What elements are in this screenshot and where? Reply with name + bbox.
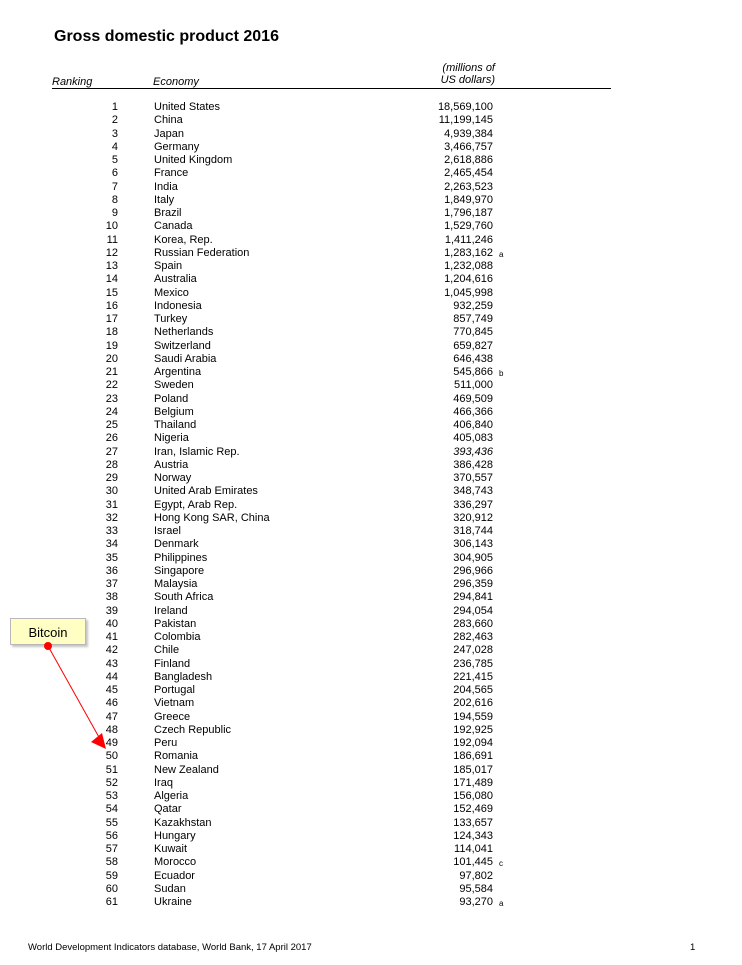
rank-cell: 1 <box>111 101 118 113</box>
rank-cell: 31 <box>105 498 118 511</box>
economy-cell: Israel <box>154 525 181 537</box>
gdp-value-cell: 194,559 <box>453 710 493 723</box>
rank-cell: 43 <box>105 657 118 670</box>
table-row <box>0 273 742 286</box>
economy-cell: Australia <box>154 273 197 286</box>
gdp-value-cell: 1,849,970 <box>444 193 493 206</box>
gdp-value-cell: 1,045,998 <box>444 286 493 299</box>
gdp-value-cell: 1,232,088 <box>444 260 493 272</box>
table-row <box>0 737 742 750</box>
economy-cell: United States <box>154 101 221 113</box>
bitcoin-sticky-note[interactable]: Bitcoin <box>10 618 86 645</box>
gdp-value-cell: 406,840 <box>453 419 493 431</box>
table-row <box>0 207 742 220</box>
rank-cell: 61 <box>105 896 118 908</box>
table-row <box>0 870 742 883</box>
economy-cell: Indonesia <box>154 299 202 312</box>
rank-cell: 24 <box>105 405 118 418</box>
rank-cell: 12 <box>105 246 118 259</box>
table-row <box>0 406 742 419</box>
gdp-value-cell: 192,925 <box>453 723 493 736</box>
economy-cell: Saudi Arabia <box>154 352 217 365</box>
rank-cell: 58 <box>105 856 118 869</box>
gdp-value-cell: 124,343 <box>453 829 493 842</box>
table-row <box>0 220 742 233</box>
economy-cell: Canada <box>154 220 193 233</box>
economy-cell: China <box>154 114 183 127</box>
column-header-economy: Economy <box>153 76 199 88</box>
rank-cell: 45 <box>105 684 118 696</box>
rank-cell: 16 <box>105 299 118 312</box>
economy-cell: Spain <box>154 260 183 272</box>
table-row <box>0 326 742 339</box>
economy-cell: Romania <box>154 750 199 763</box>
economy-cell: Colombia <box>154 631 201 643</box>
table-row <box>0 552 742 565</box>
table-row <box>0 446 742 459</box>
economy-cell: Hong Kong SAR, China <box>154 511 270 524</box>
table-row <box>0 260 742 273</box>
gdp-value-cell: 186,691 <box>453 750 493 763</box>
column-header-ranking: Ranking <box>52 76 93 88</box>
rank-cell: 42 <box>105 644 118 657</box>
units-line-2: US dollars) <box>440 74 495 86</box>
economy-cell: Singapore <box>154 564 205 577</box>
table-row <box>0 565 742 578</box>
table-row <box>0 472 742 485</box>
economy-cell: Denmark <box>154 538 199 551</box>
gdp-value-cell: 932,259 <box>453 299 493 312</box>
rank-cell: 48 <box>105 723 118 736</box>
rank-cell: 41 <box>105 631 118 643</box>
rank-cell: 13 <box>105 260 118 272</box>
economy-cell: Morocco <box>154 856 197 869</box>
economy-cell: Algeria <box>154 790 189 802</box>
table-row <box>0 114 742 127</box>
rank-cell: 28 <box>105 458 118 471</box>
economy-cell: Qatar <box>154 803 182 816</box>
rank-cell: 47 <box>105 710 118 723</box>
rank-cell: 22 <box>105 379 118 392</box>
footnote-marker: a <box>499 899 504 908</box>
economy-cell: Sudan <box>154 882 186 895</box>
gdp-value-cell: 348,743 <box>453 485 493 498</box>
table-row <box>0 181 742 194</box>
rank-cell: 32 <box>105 511 118 524</box>
economy-cell: Brazil <box>154 207 182 219</box>
gdp-value-cell: 646,438 <box>453 352 493 365</box>
economy-cell: Greece <box>154 710 191 723</box>
table-row <box>0 353 742 366</box>
gdp-value-cell: 320,912 <box>453 511 493 524</box>
gdp-value-cell: 1,411,246 <box>444 233 493 246</box>
rank-cell: 44 <box>105 670 118 683</box>
rank-cell: 34 <box>105 538 118 551</box>
table-row <box>0 618 742 631</box>
table-row <box>0 644 742 657</box>
rank-cell: 9 <box>111 207 118 219</box>
economy-cell: Kazakhstan <box>154 816 212 829</box>
economy-cell: Thailand <box>154 419 197 431</box>
table-row <box>0 631 742 644</box>
table-row <box>0 154 742 167</box>
economy-cell: Iran, Islamic Rep. <box>154 445 240 458</box>
rank-cell: 20 <box>105 352 118 365</box>
table-row <box>0 525 742 538</box>
gdp-value-cell: 2,465,454 <box>444 167 493 180</box>
economy-cell: Ecuador <box>154 869 195 882</box>
gdp-value-cell: 283,660 <box>453 617 493 630</box>
rank-cell: 54 <box>105 803 118 816</box>
economy-cell: Iraq <box>154 776 173 789</box>
gdp-value-cell: 386,428 <box>453 458 493 471</box>
gdp-table <box>0 101 742 909</box>
gdp-value-cell: 204,565 <box>453 684 493 696</box>
economy-cell: Czech Republic <box>154 723 232 736</box>
gdp-value-cell: 296,966 <box>453 564 493 577</box>
gdp-value-cell: 306,143 <box>453 538 493 551</box>
footnote-marker: a <box>499 249 504 259</box>
table-row <box>0 750 742 763</box>
rank-cell: 36 <box>105 564 118 577</box>
footnote-marker: b <box>499 369 504 378</box>
table-row <box>0 128 742 141</box>
table-row <box>0 578 742 591</box>
gdp-value-cell: 93,270 <box>459 896 493 908</box>
table-row <box>0 234 742 247</box>
gdp-value-cell: 318,744 <box>453 525 493 537</box>
economy-cell: France <box>154 167 189 180</box>
table-row <box>0 671 742 684</box>
economy-cell: Norway <box>154 472 192 484</box>
rank-cell: 21 <box>105 366 118 378</box>
table-row <box>0 194 742 207</box>
rank-cell: 3 <box>111 127 118 140</box>
gdp-value-cell: 1,204,616 <box>444 273 493 286</box>
rank-cell: 26 <box>105 432 118 445</box>
rank-cell: 53 <box>105 790 118 802</box>
gdp-value-cell: 304,905 <box>453 551 493 564</box>
gdp-value-cell: 156,080 <box>453 790 493 802</box>
gdp-value-cell: 294,054 <box>453 604 493 617</box>
economy-cell: Turkey <box>154 313 188 325</box>
table-row <box>0 512 742 525</box>
units-line-1: (millions of <box>442 62 495 74</box>
table-row <box>0 459 742 472</box>
table-row <box>0 300 742 313</box>
footnote-marker: c <box>499 859 503 869</box>
economy-cell: Vietnam <box>154 697 195 710</box>
economy-cell: Korea, Rep. <box>154 233 213 246</box>
rank-cell: 56 <box>105 829 118 842</box>
table-row <box>0 724 742 737</box>
gdp-value-cell: 336,297 <box>453 498 493 511</box>
gdp-value-cell: 466,366 <box>453 405 493 418</box>
rank-cell: 50 <box>105 750 118 763</box>
table-row <box>0 764 742 777</box>
table-row <box>0 538 742 551</box>
rank-cell: 15 <box>105 286 118 299</box>
economy-cell: Philippines <box>154 551 208 564</box>
table-row <box>0 711 742 724</box>
rank-cell: 40 <box>105 617 118 630</box>
gdp-value-cell: 185,017 <box>453 763 493 776</box>
rank-cell: 23 <box>105 392 118 405</box>
rank-cell: 10 <box>105 220 118 233</box>
table-row <box>0 658 742 671</box>
gdp-value-cell: 545,866 <box>453 366 493 378</box>
economy-cell: Nigeria <box>154 432 189 445</box>
table-row <box>0 432 742 445</box>
rank-cell: 25 <box>105 419 118 431</box>
table-row <box>0 830 742 843</box>
rank-cell: 60 <box>105 882 118 895</box>
rank-cell: 5 <box>111 154 118 166</box>
economy-cell: South Africa <box>154 591 214 604</box>
gdp-value-cell: 511,000 <box>454 379 493 392</box>
table-row <box>0 393 742 406</box>
gdp-value-cell: 97,802 <box>459 869 493 882</box>
rank-cell: 30 <box>105 485 118 498</box>
gdp-value-cell: 1,796,187 <box>444 207 493 219</box>
gdp-value-cell: 114,041 <box>454 843 493 855</box>
table-row <box>0 777 742 790</box>
table-row <box>0 313 742 326</box>
economy-cell: Italy <box>154 193 175 206</box>
gdp-value-cell: 770,845 <box>453 326 493 339</box>
rank-cell: 38 <box>105 591 118 604</box>
page-number: 1 <box>690 942 696 953</box>
gdp-value-cell: 95,584 <box>459 882 493 895</box>
page-title: Gross domestic product 2016 <box>54 28 279 45</box>
rank-cell: 4 <box>111 140 118 153</box>
economy-cell: Germany <box>154 140 200 153</box>
economy-cell: Mexico <box>154 286 189 299</box>
rank-cell: 19 <box>105 339 118 352</box>
rank-cell: 6 <box>111 167 118 180</box>
economy-cell: Sweden <box>154 379 194 392</box>
gdp-value-cell: 294,841 <box>453 591 493 604</box>
table-row <box>0 896 742 909</box>
economy-cell: Portugal <box>154 684 195 696</box>
table-row <box>0 141 742 154</box>
economy-cell: Ukraine <box>154 896 192 908</box>
table-row <box>0 591 742 604</box>
gdp-value-cell: 247,028 <box>453 644 493 657</box>
gdp-value-cell: 1,529,760 <box>444 220 493 233</box>
gdp-value-cell: 221,415 <box>453 670 493 683</box>
economy-cell: New Zealand <box>154 763 219 776</box>
rank-cell: 49 <box>105 737 118 749</box>
gdp-value-cell: 4,939,384 <box>444 127 493 140</box>
rank-cell: 14 <box>105 273 118 286</box>
economy-cell: India <box>154 180 178 193</box>
rank-cell: 27 <box>105 445 118 458</box>
gdp-value-cell: 857,749 <box>453 313 493 325</box>
economy-cell: Japan <box>154 127 184 140</box>
table-row <box>0 340 742 353</box>
gdp-value-cell: 1,283,162 <box>444 246 493 259</box>
economy-cell: Poland <box>154 392 189 405</box>
economy-cell: Switzerland <box>154 339 211 352</box>
table-row <box>0 605 742 618</box>
rank-cell: 57 <box>105 843 118 855</box>
economy-cell: Kuwait <box>154 843 188 855</box>
gdp-value-cell: 393,436 <box>453 445 493 458</box>
economy-cell: Finland <box>154 657 191 670</box>
table-row <box>0 803 742 816</box>
gdp-value-cell: 405,083 <box>453 432 493 445</box>
table-row <box>0 790 742 803</box>
gdp-value-cell: 3,466,757 <box>444 140 493 153</box>
gdp-value-cell: 469,509 <box>453 392 493 405</box>
economy-cell: Pakistan <box>154 617 197 630</box>
economy-cell: Peru <box>154 737 178 749</box>
rank-cell: 33 <box>105 525 118 537</box>
economy-cell: United Arab Emirates <box>154 485 258 498</box>
table-row <box>0 379 742 392</box>
economy-cell: Belgium <box>154 405 194 418</box>
table-row <box>0 419 742 432</box>
gdp-value-cell: 282,463 <box>453 631 493 643</box>
economy-cell: Ireland <box>154 604 188 617</box>
rank-cell: 7 <box>111 180 118 193</box>
gdp-value-cell: 11,199,145 <box>438 114 493 127</box>
table-row <box>0 101 742 114</box>
rank-cell: 51 <box>105 763 118 776</box>
table-row <box>0 499 742 512</box>
footer-source: World Development Indicators database, World Bank, 17 April 2017 <box>28 942 312 953</box>
gdp-value-cell: 101,445 <box>453 856 493 869</box>
gdp-value-cell: 2,263,523 <box>444 180 493 193</box>
rank-cell: 39 <box>105 604 118 617</box>
rank-cell: 8 <box>111 193 118 206</box>
economy-cell: Netherlands <box>154 326 214 339</box>
rank-cell: 55 <box>105 816 118 829</box>
gdp-value-cell: 152,469 <box>453 803 493 816</box>
gdp-value-cell: 236,785 <box>453 657 493 670</box>
gdp-value-cell: 370,557 <box>453 472 493 484</box>
table-row <box>0 485 742 498</box>
economy-cell: Bangladesh <box>154 670 213 683</box>
gdp-value-cell: 202,616 <box>453 697 493 710</box>
gdp-value-cell: 192,094 <box>453 737 493 749</box>
rank-cell: 37 <box>105 578 118 590</box>
gdp-value-cell: 2,618,886 <box>444 154 493 166</box>
table-row <box>0 817 742 830</box>
rank-cell: 35 <box>105 551 118 564</box>
gdp-value-cell: 18,569,100 <box>437 101 493 113</box>
table-row <box>0 287 742 300</box>
rank-cell: 11 <box>106 233 118 246</box>
economy-cell: Austria <box>154 458 189 471</box>
rank-cell: 46 <box>105 697 118 710</box>
rank-cell: 18 <box>105 326 118 339</box>
header-rule <box>52 88 611 89</box>
table-row <box>0 697 742 710</box>
table-row <box>0 883 742 896</box>
table-row <box>0 247 742 260</box>
economy-cell: Malaysia <box>154 578 198 590</box>
rank-cell: 2 <box>111 114 118 127</box>
economy-cell: United Kingdom <box>154 154 233 166</box>
gdp-value-cell: 296,359 <box>453 578 493 590</box>
economy-cell: Egypt, Arab Rep. <box>154 498 238 511</box>
gdp-value-cell: 133,657 <box>453 816 493 829</box>
table-row <box>0 843 742 856</box>
economy-cell: Chile <box>154 644 180 657</box>
rank-cell: 52 <box>105 776 118 789</box>
economy-cell: Russian Federation <box>154 246 250 259</box>
rank-cell: 17 <box>105 313 118 325</box>
gdp-value-cell: 171,489 <box>453 776 493 789</box>
economy-cell: Argentina <box>154 366 202 378</box>
table-row <box>0 856 742 869</box>
table-row <box>0 684 742 697</box>
gdp-value-cell: 659,827 <box>453 339 493 352</box>
column-header-units <box>380 62 495 86</box>
economy-cell: Hungary <box>154 829 196 842</box>
table-row <box>0 366 742 379</box>
rank-cell: 59 <box>105 869 118 882</box>
rank-cell: 29 <box>105 472 118 484</box>
table-row <box>0 167 742 180</box>
